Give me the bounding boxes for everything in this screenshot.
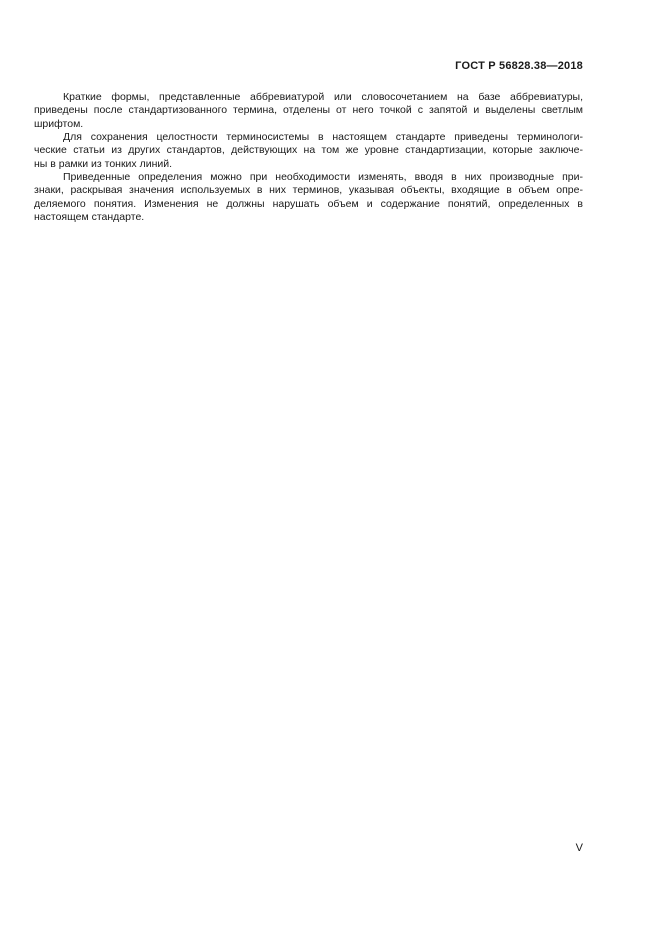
standard-number-header: ГОСТ Р 56828.38—2018 (455, 60, 583, 72)
text-line: шрифтом. (34, 117, 84, 130)
body-text (34, 91, 583, 224)
text-line: ческие статьи из других стандартов, действующих на том же уровне стандартизации, которые заключе- (34, 144, 583, 157)
text-line: приведены после стандартизованного термина, отделены от него точкой с запятой и выделены светлым (34, 104, 583, 117)
paragraph-short-forms (34, 91, 583, 131)
text-line: Приведенные определения можно при необходимости изменять, вводя в них производные при- (63, 171, 583, 184)
text-line: знаки, раскрывая значения используемых в них терминов, указывая объекты, входящие в объем опре- (34, 184, 583, 197)
text-line: Краткие формы, представленные аббревиатурой или словосочетанием на базе аббревиатуры, (63, 91, 583, 103)
text-line: деляемого понятия. Изменения не должны нарушать объем и содержание понятий, определенных в (34, 197, 583, 210)
text-line: Для сохранения целостности терминосистемы в настоящем стандарте приведены терминологи- (63, 131, 583, 144)
paragraph-definitions (34, 171, 583, 224)
text-line: настоящем стандарте. (34, 211, 145, 224)
text-line: ны в рамки из тонких линий. (34, 157, 173, 170)
paragraph-term-system (34, 131, 583, 171)
page-number: V (575, 842, 583, 854)
